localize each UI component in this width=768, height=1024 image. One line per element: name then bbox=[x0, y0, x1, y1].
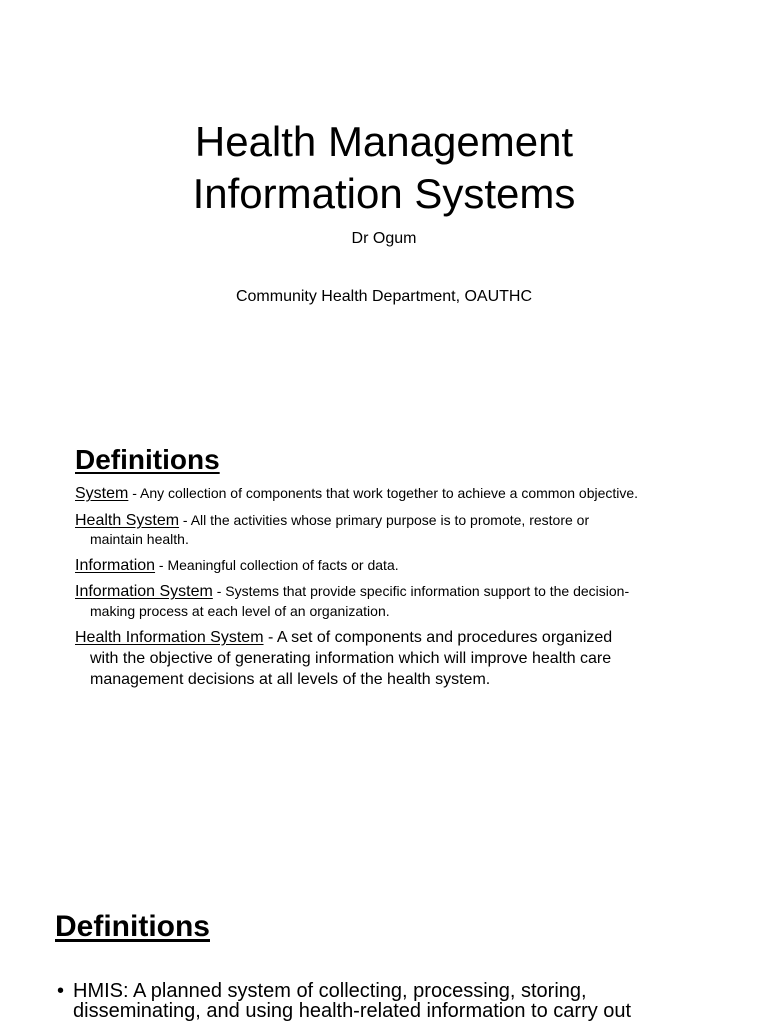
definition-item bbox=[75, 484, 645, 504]
definition-term: Health System bbox=[75, 511, 180, 529]
definition-item bbox=[75, 582, 645, 620]
definition-term: Health Information System bbox=[75, 629, 264, 646]
title-line-2: Information Systems bbox=[192, 170, 576, 217]
bullet-text: HMIS: A planned system of collecting, processing, storing, disseminating, and using health-related information to carry out bbox=[73, 980, 632, 1022]
definition-item bbox=[75, 556, 645, 576]
definition-text: - Any collection of components that work together to achieve a common objective. bbox=[128, 485, 639, 501]
definitions-slide-2 bbox=[0, 840, 768, 1024]
definition-text: - A set of components and procedures organized with the objective of generating information which will improve health care management decisions at all levels of the health system. bbox=[90, 629, 613, 688]
definition-text: - All the activities whose primary purpose is to promote, restore or maintain health. bbox=[90, 511, 590, 547]
author-name: Dr Ogum bbox=[351, 230, 417, 247]
definition-item bbox=[75, 627, 645, 690]
definitions-list bbox=[75, 484, 645, 697]
presentation-title bbox=[0, 116, 768, 220]
definitions-heading-2: Definitions bbox=[55, 910, 210, 943]
definition-text: - Meaningful collection of facts or data. bbox=[155, 556, 399, 573]
bullet-icon: • bbox=[57, 980, 65, 1002]
title-slide bbox=[0, 0, 768, 420]
definition-term: System bbox=[75, 485, 129, 502]
definition-item bbox=[75, 511, 645, 549]
bullet-item bbox=[55, 981, 675, 1021]
bullet-list bbox=[55, 981, 675, 1021]
definitions-heading: Definitions bbox=[75, 444, 220, 475]
department-name: Community Health Department, OAUTHC bbox=[235, 288, 533, 305]
title-line-1: Health Management bbox=[194, 118, 574, 165]
definition-text: - Systems that provide specific information support to the decision-making process at each level of an organization. bbox=[90, 583, 630, 619]
definition-term: Information System bbox=[75, 583, 213, 600]
definition-term: Information bbox=[75, 556, 156, 574]
definitions-slide bbox=[0, 420, 768, 840]
